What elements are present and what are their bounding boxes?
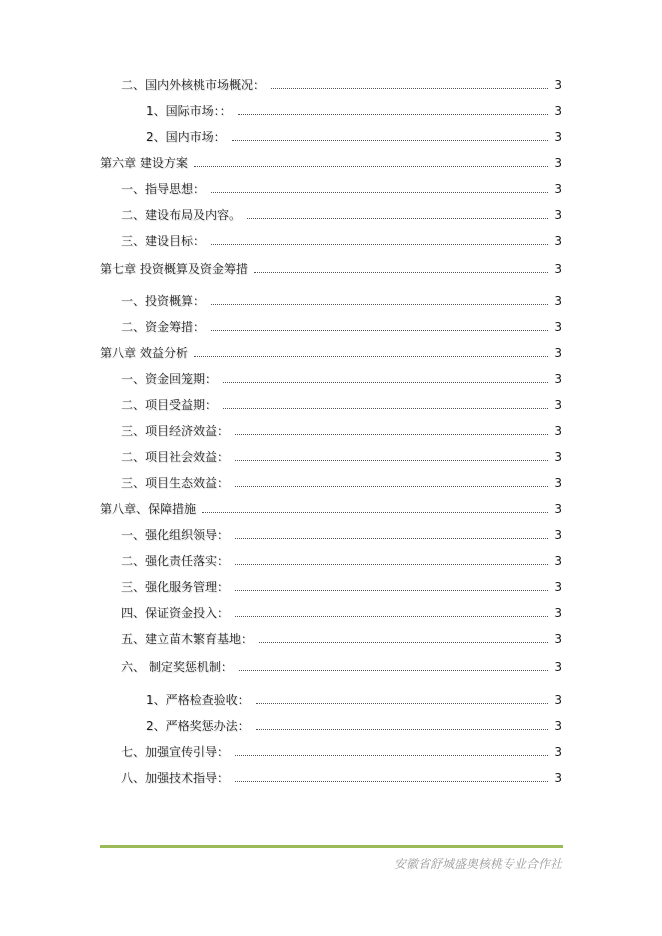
toc-entry-label: 四、保证资金投入： <box>121 606 230 620</box>
toc-leader-dots <box>247 217 548 219</box>
toc-entry-label: 二、强化责任落实： <box>121 554 230 568</box>
toc-leader-dots <box>232 139 548 141</box>
toc-page-number: 3 <box>554 580 562 594</box>
toc-page-number: 3 <box>554 372 562 386</box>
footer-rule <box>100 845 563 848</box>
toc-entry[interactable] <box>121 178 562 196</box>
footer-organization-name: 安徽省舒城盛奥核桃专业合作社 <box>393 857 562 871</box>
toc-entry[interactable] <box>121 446 562 464</box>
toc-leader-dots <box>194 355 548 357</box>
toc-entry-label: 1、严格检查验收： <box>146 693 250 707</box>
toc-entry-label: 第六章 建设方案 <box>100 156 188 170</box>
toc-entry[interactable] <box>121 420 562 438</box>
toc-entry[interactable] <box>146 126 562 144</box>
toc-entry-label: 一、指导思想： <box>121 182 206 196</box>
toc-page-number: 3 <box>554 719 562 733</box>
toc-leader-dots <box>235 754 548 756</box>
toc-entry-label: 一、强化组织领导： <box>121 528 230 542</box>
toc-page-number: 3 <box>554 502 562 516</box>
toc-entry-label: 三、项目经济效益： <box>121 424 230 438</box>
toc-leader-dots <box>235 589 548 591</box>
toc-entry-label: 一、投资概算： <box>121 294 206 308</box>
toc-entry[interactable] <box>121 472 562 490</box>
toc-entry[interactable] <box>121 741 562 759</box>
toc-leader-dots <box>223 407 548 409</box>
toc-page-number: 3 <box>554 424 562 438</box>
toc-entry[interactable] <box>121 316 562 334</box>
toc-page-number: 3 <box>554 294 562 308</box>
toc-page-number: 3 <box>554 660 562 674</box>
toc-entry-label: 二、建设布局及内容。 <box>121 208 242 222</box>
toc-entry-label: 二、国内外核桃市场概况： <box>121 78 266 92</box>
toc-leader-dots <box>254 271 548 273</box>
toc-entry-label: 2、严格奖惩办法： <box>146 719 250 733</box>
toc-entry[interactable] <box>121 204 562 222</box>
toc-leader-dots <box>256 728 548 730</box>
toc-entry-label: 1、国际市场：： <box>146 104 232 118</box>
toc-leader-dots <box>235 485 548 487</box>
toc-page-number: 3 <box>554 528 562 542</box>
toc-page-number: 3 <box>554 262 562 276</box>
toc-page-number: 3 <box>554 554 562 568</box>
toc-leader-dots <box>235 459 548 461</box>
toc-entry[interactable] <box>121 230 562 248</box>
toc-page-number: 3 <box>554 606 562 620</box>
toc-entry-label: 一、资金回笼期： <box>121 372 218 386</box>
toc-leader-dots <box>223 381 548 383</box>
toc-entry-label: 第八章 效益分析 <box>100 346 188 360</box>
toc-leader-dots <box>211 329 548 331</box>
toc-page-number: 3 <box>554 182 562 196</box>
toc-entry-label: 二、项目社会效益： <box>121 450 230 464</box>
toc-page-number: 3 <box>554 745 562 759</box>
toc-entry[interactable] <box>100 498 562 516</box>
toc-page-number: 3 <box>554 450 562 464</box>
toc-page-number: 3 <box>554 632 562 646</box>
toc-page-number: 3 <box>554 398 562 412</box>
toc-entry-label: 第八章、保障措施 <box>100 502 197 516</box>
toc-entry[interactable] <box>121 368 562 386</box>
toc-entry[interactable] <box>146 100 562 118</box>
toc-leader-dots <box>238 113 548 115</box>
toc-entry[interactable] <box>121 602 562 620</box>
toc-page-number: 3 <box>554 78 562 92</box>
toc-entry[interactable] <box>146 715 562 733</box>
toc-leader-dots <box>235 537 548 539</box>
toc-entry-label: 二、项目受益期： <box>121 398 218 412</box>
toc-page-number: 3 <box>554 320 562 334</box>
toc-entry[interactable] <box>100 342 562 360</box>
toc-entry[interactable] <box>121 290 562 308</box>
toc-leader-dots <box>211 303 548 305</box>
toc-entry[interactable] <box>121 394 562 412</box>
toc-entry-label: 三、项目生态效益： <box>121 476 230 490</box>
toc-entry-label: 三、强化服务管理： <box>121 580 230 594</box>
toc-entry[interactable] <box>121 767 562 785</box>
toc-leader-dots <box>239 669 548 671</box>
toc-entry[interactable] <box>121 628 562 646</box>
toc-leader-dots <box>194 165 548 167</box>
toc-page-number: 3 <box>554 771 562 785</box>
toc-leader-dots <box>211 243 548 245</box>
toc-entry-label: 2、国内市场： <box>146 130 226 144</box>
toc-page-number: 3 <box>554 476 562 490</box>
toc-leader-dots <box>259 641 548 643</box>
toc-entry-label: 五、建立苗木繁育基地： <box>121 632 254 646</box>
toc-entry[interactable] <box>121 74 562 92</box>
toc-page-number: 3 <box>554 156 562 170</box>
toc-page-number: 3 <box>554 234 562 248</box>
toc-page-number: 3 <box>554 130 562 144</box>
toc-entry-label: 二、资金筹措： <box>121 320 206 334</box>
toc-page-number: 3 <box>554 104 562 118</box>
toc-entry-label: 七、加强宣传引导： <box>121 745 230 759</box>
toc-entry-label: 六、 制定奖惩机制： <box>121 660 233 674</box>
toc-page-number: 3 <box>554 346 562 360</box>
toc-entry[interactable] <box>121 524 562 542</box>
toc-leader-dots <box>235 433 548 435</box>
toc-entry[interactable] <box>121 576 562 594</box>
toc-leader-dots <box>235 615 548 617</box>
toc-leader-dots <box>235 563 548 565</box>
toc-page-number: 3 <box>554 693 562 707</box>
toc-leader-dots <box>235 780 548 782</box>
toc-entry[interactable] <box>121 656 562 674</box>
toc-entry-label: 三、建设目标： <box>121 234 206 248</box>
toc-entry[interactable] <box>121 550 562 568</box>
toc-page-number: 3 <box>554 208 562 222</box>
toc-entry[interactable] <box>100 258 562 276</box>
toc-leader-dots <box>202 511 548 513</box>
toc-leader-dots <box>256 702 548 704</box>
toc-entry[interactable] <box>100 152 562 170</box>
toc-entry[interactable] <box>146 689 562 707</box>
toc-entry-label: 八、加强技术指导： <box>121 771 230 785</box>
toc-leader-dots <box>211 191 548 193</box>
toc-entry-label: 第七章 投资概算及资金筹措 <box>100 262 248 276</box>
toc-leader-dots <box>271 87 548 89</box>
